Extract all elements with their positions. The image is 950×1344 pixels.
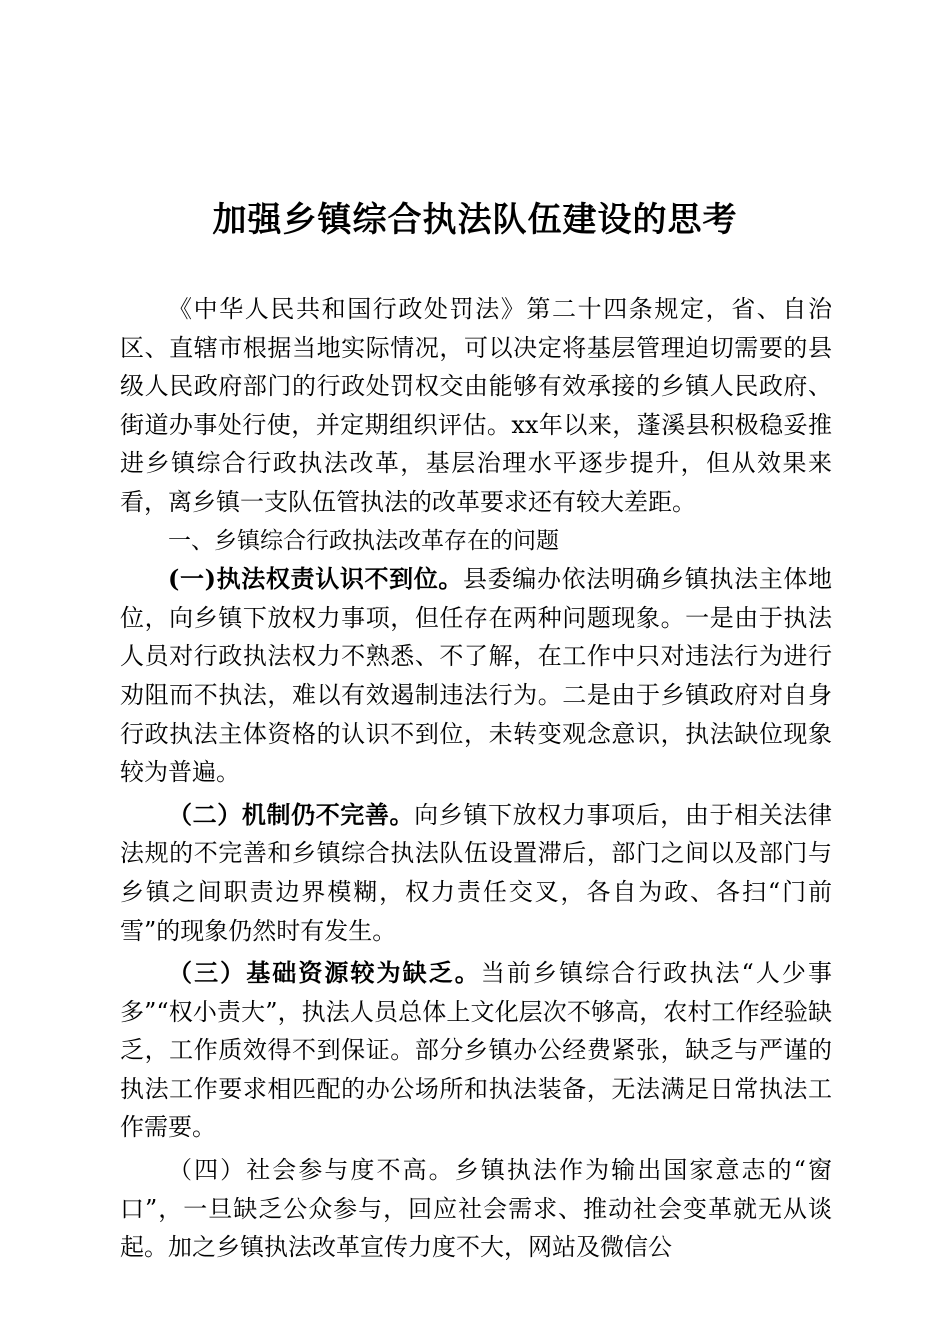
item-3-text: 当前乡镇综合行政执法“人少事多”“权小责大”，执法人员总体上文化层次不够高，农村工作经验缺乏，工作质效得不到保证。部分乡镇办公经费紧张，缺乏与严谨的执法工作要求相匹配的办公场所和执法装备，无法满足日常执法工作需要。 [120, 959, 832, 1142]
paragraph-item-3 [120, 954, 832, 1147]
item-1-label: (一)执法权责认识不到位。 [168, 564, 464, 594]
paragraph-item-4 [120, 1151, 832, 1267]
item-2-label: （二）机制仍不完善。 [168, 799, 415, 829]
intro-paragraph: 《中华人民共和国行政处罚法》第二十四条规定，省、自治区、直辖市根据当地实际情况，可以决定将基层管理迫切需要的县级人民政府部门的行政处罚权交由能够有效承接的乡镇人民政府、街道办事处行使，并定期组织评估。xx年以来，蓬溪县积极稳妥推进乡镇综合行政执法改革，基层治理水平逐步提升，但从效果来看，离乡镇一支队伍管执法的改革要求还有较大差距。 [120, 295, 832, 516]
document-body [120, 290, 832, 1267]
item-4-label: （四）社会参与度不高。 [168, 1156, 455, 1185]
section-heading: 一、乡镇综合行政执法改革存在的问题 [168, 527, 559, 554]
paragraph-item-1 [120, 560, 832, 792]
paragraph-item-2 [120, 796, 832, 950]
item-3-label: （三）基础资源较为缺乏。 [168, 958, 481, 988]
item-1-text: 县委编办依法明确乡镇执法主体地位，向乡镇下放权力事项，但任存在两种问题现象。一是由于执法人员对行政执法权力不熟悉、不了解，在工作中只对违法行为进行劝阻而不执法，难以有效遏制违法行为。二是由于乡镇政府对自身行政执法主体资格的认识不到位，未转变观念意识，执法缺位现象较为普遍。 [120, 565, 832, 787]
document-title: 加强乡镇综合执法队伍建设的思考 [212, 200, 738, 240]
item-2-text: 向乡镇下放权力事项后，由于相关法律法规的不完善和乡镇综合执法队伍设置滞后，部门之间以及部门与乡镇之间职责边界模糊，权力责任交叉，各自为政、各扫“门前雪”的现象仍然时有发生。 [120, 800, 833, 945]
item-4-text: 乡镇执法作为输出国家意志的“窗口”，一旦缺乏公众参与，回应社会需求、推动社会变革就无从谈起。加之乡镇执法改革宣传力度不大，网站及微信公 [120, 1156, 832, 1262]
